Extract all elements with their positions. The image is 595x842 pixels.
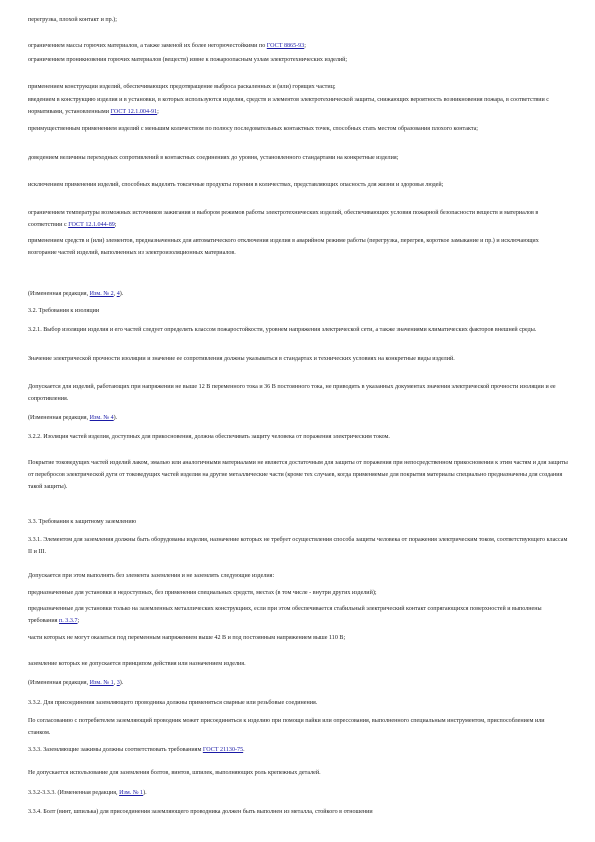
paragraph bbox=[28, 744, 568, 756]
trailing-text: ). bbox=[119, 291, 124, 297]
paragraph-text: 3.2.2. Изоляция частей изделия, доступных для прикосновения, должна обеспечивать защиту человека от поражения электрическим током. bbox=[28, 434, 390, 440]
paragraph-text: заземление которых не допускается принципом действия или назначением изделия. bbox=[28, 661, 246, 667]
paragraph-text: доведением величины переходных сопротивлений в контактных соединениях до уровня, установленного стандартами на конкретные изделия; bbox=[28, 155, 399, 161]
paragraph-text: 3.3.3. Заземляющие зажимы должны соответствовать требованиям bbox=[28, 747, 203, 753]
amendment-note bbox=[28, 787, 568, 799]
separator-text: , bbox=[113, 680, 117, 686]
amendment-note bbox=[28, 288, 568, 300]
paragraph bbox=[28, 806, 568, 818]
trailing-text: ). bbox=[143, 790, 147, 796]
reference-link[interactable]: Изм. № 2 bbox=[89, 291, 114, 297]
paragraph-text: применением средств и (или) элементов, предназначенных для автоматического отключения изделия в аварийном режиме работы (перегрузка, перегрев, короткое замыкание и пр.) и исключающих возгорание частей изделий, выполненных из электроизоляционных материалов. bbox=[28, 238, 539, 256]
reference-link[interactable]: Изм. № 1 bbox=[89, 680, 114, 686]
paragraph bbox=[28, 94, 568, 118]
paragraph-text: По согласованию с потребителем заземляющий проводник может присоединяться к изделию при помощи пайки или опрессования, выполненного специальным инструментом, приспособлением или станком. bbox=[28, 718, 545, 736]
paragraph-text: 3.3.1. Элементом для заземления должны быть оборудованы изделия, назначение которых не требует осуществления способа защиты человека от поражения электрическим током, соответствующего классам II и III. bbox=[28, 537, 568, 555]
paragraph-text: 3.2.1. Выбор изоляции изделия и его частей следует определять классом пожаростойкости, уровнем напряжения электрической сети, а также значениями климатических факторов внешней среды. bbox=[28, 327, 537, 333]
paragraph-text: ограничением массы горючих материалов, а также заменой их более негорючестойкими по bbox=[28, 43, 267, 49]
paragraph-text: ограничением температуры возможных источников зажигания и выбором режимов работы электротехнических изделий, обеспечивающих условия пожарной безопасности веществ и материалов в соответствии с bbox=[28, 210, 539, 228]
paragraph-text: введением в конструкцию изделия и в установки, в которых используются изделия, средств и элементов электротехнической защиты, снижающих вероятность возникновения пожара, в соответствии с нормативами, установленными bbox=[28, 97, 549, 115]
paragraph-text: (Измененная редакция, bbox=[28, 291, 90, 297]
paragraph-text: преимущественным применением изделий с меньшим количеством по полюсу последовательных контактных точек, способных стать местом образования плохого контакта; bbox=[28, 126, 478, 132]
paragraph bbox=[28, 658, 568, 670]
paragraph-text: перегрузка, плохой контакт и пр.); bbox=[28, 17, 117, 23]
paragraph bbox=[28, 152, 568, 164]
paragraph bbox=[28, 40, 568, 52]
paragraph bbox=[28, 123, 568, 135]
reference-link[interactable]: ГОСТ 8865-93 bbox=[266, 43, 305, 49]
paragraph-text: предназначенные для установки в недоступных, без применения специальных средств, местах (в том числе - внутри других изделий); bbox=[28, 590, 377, 596]
paragraph-text: Допускается при этом выполнять без элемента заземления и не заземлять следующие изделия: bbox=[28, 573, 275, 579]
paragraph bbox=[28, 54, 568, 66]
paragraph bbox=[28, 516, 568, 528]
paragraph-text: ограничением проникновения горючих материалов (веществ) извне к пожароопасным узлам электротехнических изделий; bbox=[28, 57, 348, 63]
paragraph bbox=[28, 353, 568, 365]
paragraph bbox=[28, 767, 568, 779]
paragraph-text: Не допускается использование для заземления болтов, винтов, шпилек, выполняющих роль крепежных деталей. bbox=[28, 770, 321, 776]
paragraph bbox=[28, 587, 568, 599]
separator-text: , bbox=[113, 291, 117, 297]
paragraph bbox=[28, 14, 568, 26]
paragraph-text: 3.3.4. Болт (винт, шпилька) для присоединения заземляющего проводника должен быть выполнен из металла, стойкого в отношении bbox=[28, 809, 373, 815]
paragraph bbox=[28, 81, 568, 93]
paragraph bbox=[28, 457, 568, 493]
reference-link[interactable]: ГОСТ 12.1.044-89 bbox=[68, 222, 115, 228]
amendment-note bbox=[28, 412, 568, 424]
paragraph-text: 3.3. Требования к защитному заземлению bbox=[28, 519, 137, 525]
trailing-text: ; bbox=[77, 618, 80, 624]
paragraph bbox=[28, 179, 568, 191]
paragraph bbox=[28, 305, 568, 317]
trailing-text: ). bbox=[119, 680, 124, 686]
reference-link[interactable]: п. 3.3.7 bbox=[59, 618, 78, 624]
paragraph-text: (Измененная редакция, bbox=[28, 415, 90, 421]
paragraph-text: части которых не могут оказаться под переменным напряжением выше 42 В и под постоянным напряжением выше 110 В; bbox=[28, 635, 346, 641]
paragraph-text: 3.3.2. Для присоединения заземляющего проводника должны применяться сварные или резьбовые соединения. bbox=[28, 700, 318, 706]
paragraph bbox=[28, 632, 568, 644]
paragraph-text: применением конструкции изделий, обеспечивающих предотвращение выброса раскаленных и (или) горящих частиц; bbox=[28, 84, 336, 90]
paragraph bbox=[28, 235, 568, 259]
paragraph-text: Покрытие токоведущих частей изделий лаком, эмалью или аналогичными материалами не является достаточным для защиты от поражения при непосредственном прикосновении к этим частям и для защиты от перебросов электрической дуги от токоведущих частей изделия на другие металлические части (кроме тех случаев, когда применяемые для покрытия материалы специально предназначены для создания такой защиты). bbox=[28, 460, 568, 490]
paragraph-text: 3.3.2-3.3.3. (Измененная редакция, bbox=[28, 790, 120, 796]
trailing-text: ; bbox=[304, 43, 306, 49]
paragraph bbox=[28, 715, 568, 739]
paragraph-text: предназначенные для установки только на заземленных металлических конструкциях, если при этом обеспечивается стабильный электрический контакт сопрягающихся поверхностей и выполнены требования bbox=[28, 606, 542, 624]
paragraph bbox=[28, 207, 568, 231]
paragraph-text: (Измененная редакция, bbox=[28, 680, 90, 686]
amendment-note bbox=[28, 677, 568, 689]
trailing-text: . bbox=[243, 747, 245, 753]
paragraph bbox=[28, 570, 568, 582]
reference-link[interactable]: Изм. № 4 bbox=[89, 415, 114, 421]
paragraph bbox=[28, 534, 568, 558]
paragraph-text: Допускается для изделий, работающих при напряжении не выше 12 В переменного тока и 36 В постоянного тока, не приводить в указанных документах значения электрической прочности изоляции и ее сопротивления. bbox=[28, 384, 556, 402]
paragraph-text: Значение электрической прочности изоляции и значение ее сопротивления должны указываться в стандартах и технических условиях на конкретные виды изделий. bbox=[28, 356, 455, 362]
trailing-text: ; bbox=[157, 109, 159, 115]
paragraph-text: исключением применения изделий, способных выделять токсичные продукты горения в количествах, представляющих опасность для жизни и здоровья людей; bbox=[28, 182, 444, 188]
reference-link[interactable]: 3 bbox=[116, 680, 120, 686]
paragraph bbox=[28, 697, 568, 709]
paragraph bbox=[28, 603, 568, 627]
trailing-text: ; bbox=[114, 222, 117, 228]
reference-link[interactable]: ГОСТ 12.1.004-91 bbox=[110, 109, 158, 115]
reference-link[interactable]: ГОСТ 21130-75 bbox=[202, 747, 244, 753]
paragraph bbox=[28, 431, 568, 443]
trailing-text: ). bbox=[113, 415, 118, 421]
reference-link[interactable]: 4 bbox=[116, 291, 120, 297]
paragraph bbox=[28, 381, 568, 405]
paragraph-text: 3.2. Требования к изоляции bbox=[28, 308, 100, 314]
reference-link[interactable]: Изм. № 1 bbox=[119, 790, 144, 796]
paragraph bbox=[28, 324, 568, 336]
